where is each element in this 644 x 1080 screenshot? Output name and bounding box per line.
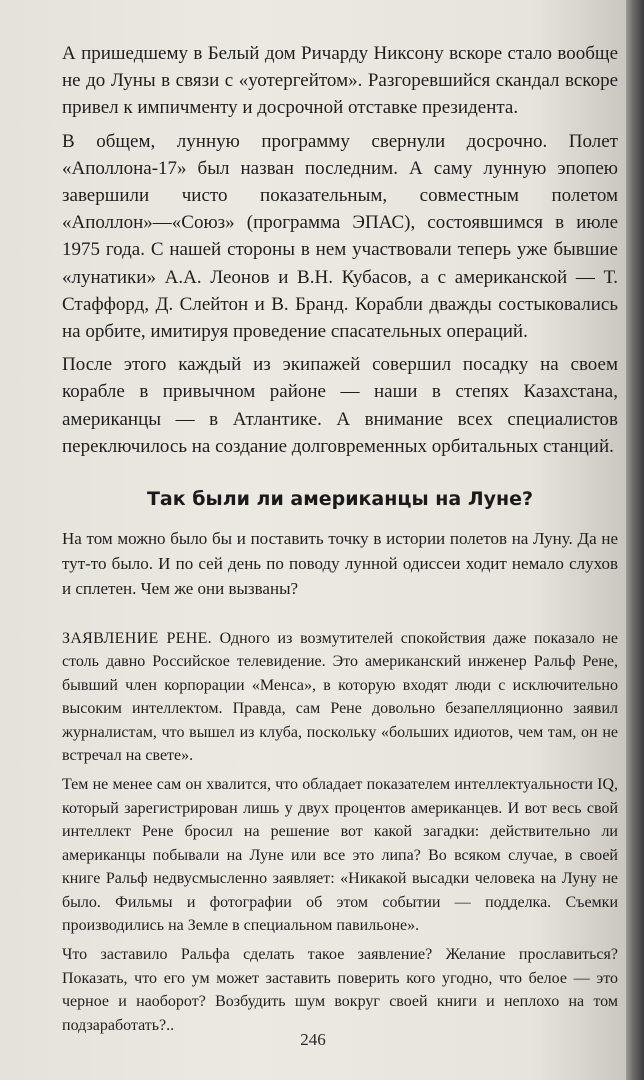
paragraph-question: Что заставило Ральфа сделать такое заявление? Желание прославиться? Показать, что его ум может заставить поверить кого угодно, что белое — это черное и наоборот? Возбудить шум вокруг своей книги и неплохо на том подзаработать?.. [62,946,618,1034]
page-edge [626,0,644,1080]
statement-text: Одного из возмутителей спокойствия даже показало не столь давно Российское телевидение. Это американский инженер Ральф Рене, бывший член корпорации «Менса», в которую входят люди с исключительно высоким интеллектом. Правда, сам Рене довольно безапелляционно заявил журналистам, что вышел из клуба, поскольку «больших идиотов, чем там, он не встречал на свете». [62,630,619,765]
paragraph-intro: На том можно было бы и поставить точку в истории полетов на Луну. Да не тут-то было. И по сей день по поводу лунной одиссеи ходит немало слухов и сплетен. Чем же они вызваны? [62,529,618,599]
paragraph-program-end: В общем, лунную программу свернули досрочно. Полет «Аполлона-17» был назван последним. А саму лунную эпопею завершили чисто показательным, совместным полетом «Аполлон»—«Союз» (программа ЭПАС), состоявшимся в июле 1975 года. С нашей стороны в нем участвовали теперь уже бывшие «лунатики» А.А. Леонов и В.Н. Кубасов, а с американской — Т. Стаффорд, Д. Слейтон и В. Бранд. Корабли дважды состыковались на орбите, имитируя проведение спасательных операций. [62,130,618,343]
paragraph-iq: Тем не менее сам он хвалится, что обладает показателем интеллектуальности IQ, который зарегистрирован лишь у двух процентов американцев. И вот весь свой интеллект Рене бросил на решение вот какой загадки: действительно ли американцы побывали на Луне или все это липа? Во всяком случае, в своей книге Ральф недвусмысленно заявляет: «Никакой высадки человека на Луну не было. Фильмы и фотографии об этом событии — подделка. Съемки производились на Земле в специальном павильоне». [62,776,618,934]
paragraph-nixon: А пришедшему в Белый дом Ричарду Никсону вскоре стало вообще не до Луны в связи с «уотергейтом». Разгоревшийся скандал вскоре привел к импичменту и досрочной отставке президента. [62,43,618,119]
page-number: 246 [300,1030,326,1049]
text-column [62,40,618,1037]
section-heading: Так были ли американцы на Луне? [146,488,534,511]
top-section [62,40,618,460]
statement-lead-in: ЗАЯВЛЕНИЕ РЕНЕ. [62,630,212,648]
paragraph-landing: После этого каждый из экипажей совершил посадку на своем корабле в привычном районе — наши в степях Казахстана, американцы — в Атлантике. А внимание всех специалистов переключилось на создание долговременных орбитальных станций. [62,354,618,457]
paragraph-statement [62,627,618,767]
lower-section [62,627,618,1037]
